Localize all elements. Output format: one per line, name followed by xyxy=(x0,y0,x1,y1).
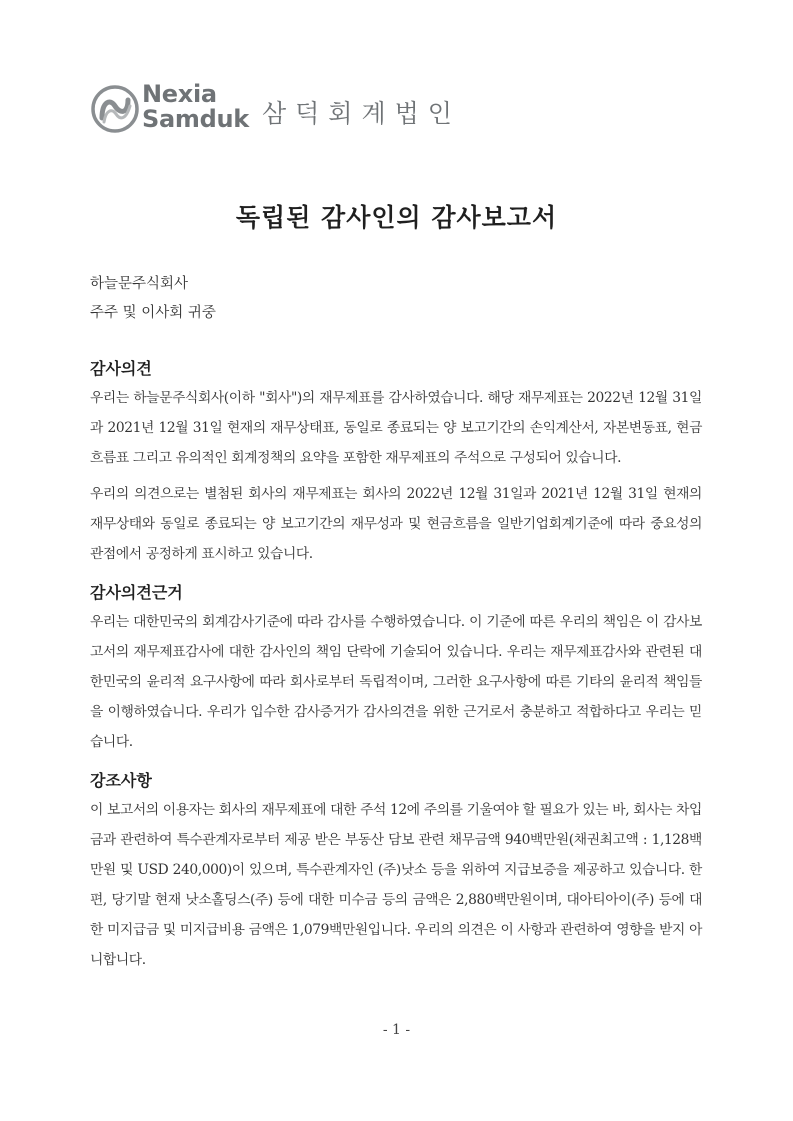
paragraph: 우리는 하늘문주식회사(이하 "회사")의 재무제표를 감사하였습니다. 해당 재무제표는 2022년 12월 31일과 2021년 12월 31일 현재의 재무상태표, 동일로 종료되는 양 보고기간의 손익계산서, 자본변동표, 현금흐름표 그리고 유의적인 회계정책의 요약을 포함한 재무제표의 주석으로 구성되어 있습니다. xyxy=(90,390,702,466)
letterhead xyxy=(90,80,510,140)
addressee-recipients: 주주 및 이사회 귀중 xyxy=(90,305,216,321)
addressee-block xyxy=(90,270,216,328)
section-emphasis-of-matter xyxy=(90,768,702,975)
section-audit-opinion xyxy=(90,356,702,569)
logo-line-nexia: Nexia xyxy=(142,80,217,108)
section-heading: 감사의견 xyxy=(90,359,152,378)
logo-line-samduk: Samduk xyxy=(142,105,249,133)
paragraph: 우리는 대한민국의 회계감사기준에 따라 감사를 수행하였습니다. 이 기준에 따른 우리의 책임은 이 감사보고서의 재무제표감사에 대한 감사인의 책임 단락에 기술되어 있습니다. 우리는 재무제표감사와 관련된 대한민국의 윤리적 요구사항에 따라 회사로부터 독립적이며, 그러한 요구사항에 따른 기타의 윤리적 책임들을 이행하였습니다. 우리가 입수한 감사증거가 감사의견을 위한 근거로서 충분하고 적합하다고 우리는 믿습니다. xyxy=(90,614,702,750)
nexia-logo-icon xyxy=(90,84,140,134)
paragraph: 이 보고서의 이용자는 회사의 재무제표에 대한 주석 12에 주의를 기울여야 할 필요가 있는 바, 회사는 차입금과 관련하여 특수관계자로부터 제공 받은 부동산 담보 관련 채무금액 940백만원(채권최고액 : 1,128백만원 및 USD 240,000)이 있으며, 특수관계자인 (주)낫소 등을 위하여 지급보증을 제공하고 있습니다. 한편, 당기말 현재 낫소홀딩스(주) 등에 대한 미수금 등의 금액은 2,880백만원이며, 대아티아이(주) 등에 대한 미지급금 및 미지급비용 금액은 1,079백만원입니다. 우리의 의견은 이 사항과 관련하여 영향을 받지 아니합니다. xyxy=(90,802,702,968)
section-heading: 감사의견근거 xyxy=(90,583,183,602)
logo-korean-name: 삼덕회계법인 xyxy=(262,99,461,128)
section-basis-for-opinion xyxy=(90,580,702,757)
addressee-company: 하늘문주식회사 xyxy=(90,276,189,292)
section-heading: 강조사항 xyxy=(90,771,152,790)
paragraph: 우리의 의견으로는 별첨된 회사의 재무제표는 회사의 2022년 12월 31일과 2021년 12월 31일 현재의 재무상태와 동일로 종료되는 양 보고기간의 재무성과 및 현금흐름을 일반기업회계기준에 따라 중요성의 관점에서 공정하게 표시하고 있습니다. xyxy=(90,486,702,562)
report-title: 독립된 감사인의 감사보고서 xyxy=(235,203,558,232)
page-number: - 1 - xyxy=(382,1022,411,1038)
logo-wordmark xyxy=(142,82,249,132)
